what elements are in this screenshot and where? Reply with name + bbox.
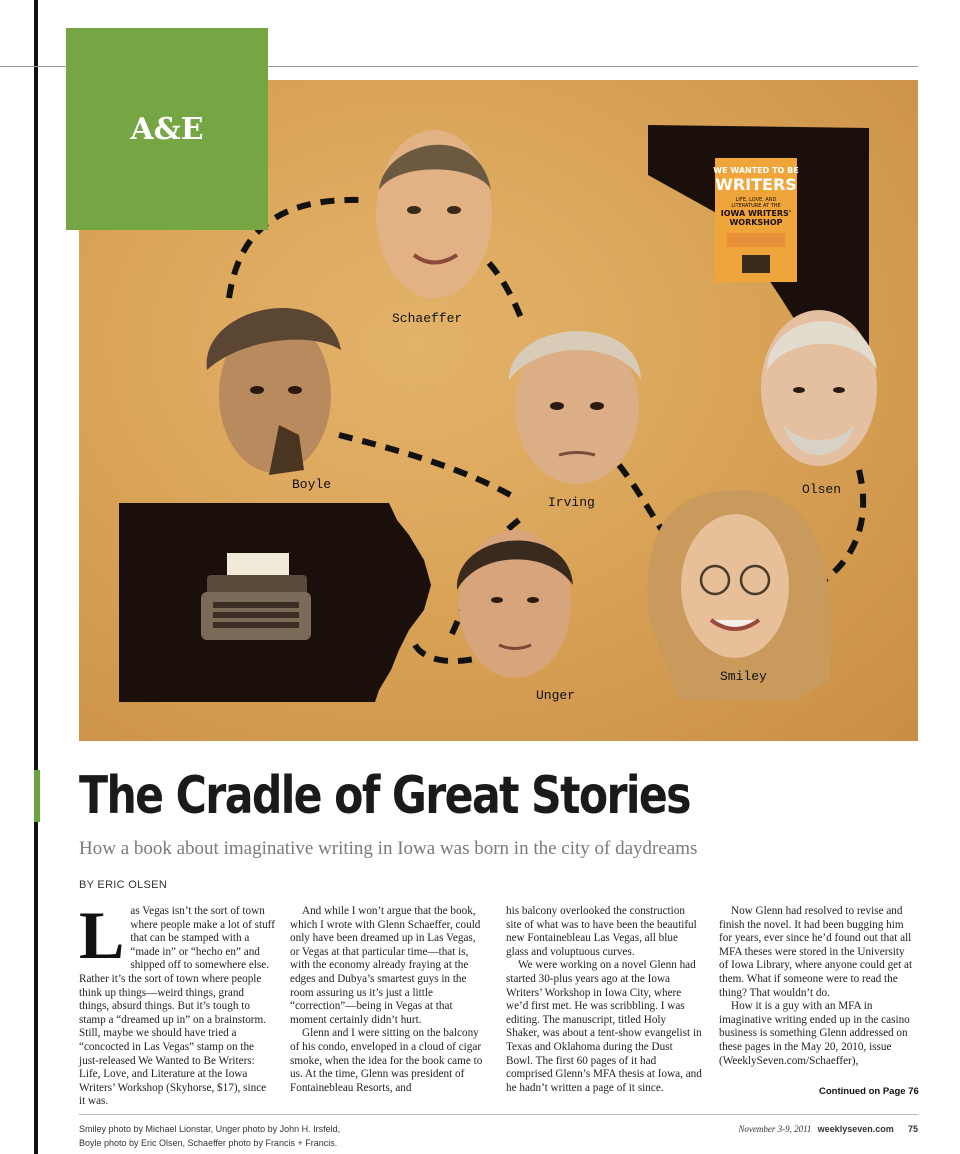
portrait-irving — [509, 331, 641, 484]
book-title-line2: WRITERS — [715, 175, 797, 194]
label-irving: Irving — [548, 495, 595, 510]
subhead: How a book about imaginative writing in Iowa was born in the city of daydreams — [79, 838, 698, 859]
credit-line: Smiley photo by Michael Lionstar, Unger photo by John H. Irsfeld, — [79, 1124, 341, 1134]
article-column-3 — [506, 905, 702, 1095]
portrait-olsen — [761, 310, 877, 466]
label-olsen: Olsen — [802, 482, 842, 497]
site-link[interactable]: weeklyseven.com — [817, 1124, 894, 1134]
section-tag — [66, 28, 268, 230]
book-subtitle-line2: LITERATURE AT THE — [731, 203, 781, 209]
paragraph-text: as Vegas isn’t the sort of town where people make a lot of stuff that can be stamped with a “made in” or “hecho en” and shipped off to somewhere else. Rather it’s the sort of town where people think up things—weird things, grand things, absurd things. But it’s tough to stamp a “dreamed up in” on a brainstorm. Still, maybe we should have tried a “concocted in Las Vegas” stamp on the just-released We Wanted to Be Writers: Life, Love, and Literature at the Iowa Writers’ Workshop (Skyhorse, $17), since it was. — [79, 905, 275, 1108]
book-subtitle-line4: WORKSHOP — [729, 218, 783, 227]
paragraph: his balcony overlooked the construction site of what was to have been the beautiful new Fontainebleau Las Vegas, all blue glass and voluptuous curves. — [506, 905, 697, 958]
book-cover — [713, 158, 798, 282]
book-subtitle-line1: LIFE, LOVE, AND — [735, 197, 777, 203]
article-column-4 — [719, 905, 915, 1068]
article-column-2 — [290, 905, 486, 1095]
label-schaeffer: Schaeffer — [392, 311, 463, 326]
byline: BY ERIC OLSEN — [79, 879, 168, 891]
portrait-unger — [457, 530, 573, 678]
paragraph: How it is a guy with an MFA in imaginative writing ended up in the casino business is something Glenn addressed on these pages in the May 20, 2010, issue (WeeklySeven.com/Schaeffer), — [719, 1000, 910, 1067]
paragraph: Glenn and I were sitting on the balcony of his condo, enveloped in a cloud of cigar smoke, when the idea for the book came to us. At the time, Glenn was president of Fontainebleau Resorts, and — [290, 1027, 483, 1094]
book-title-line1: WE WANTED TO BE — [713, 166, 799, 175]
bottom-rule — [79, 1114, 918, 1115]
issue-date: November 3-9, 2011 — [738, 1124, 812, 1134]
section-label: A&E — [130, 111, 204, 147]
photo-credits — [79, 1122, 340, 1150]
label-unger: Unger — [536, 688, 576, 703]
spine-accent — [34, 770, 40, 822]
portrait-boyle — [207, 308, 341, 475]
drop-cap: L — [79, 897, 125, 973]
article-column-1 — [79, 897, 275, 1109]
paragraph — [79, 897, 275, 1109]
label-boyle: Boyle — [292, 477, 332, 492]
continued-link[interactable]: Continued on Page 76 — [819, 1086, 919, 1097]
book-subtitle-line3: IOWA WRITERS' — [720, 209, 792, 218]
portrait-schaeffer — [376, 130, 492, 298]
page-spine — [34, 0, 38, 1154]
paragraph: We were working on a novel Glenn had started 30-plus years ago at the Iowa Writers’ Workshop in Iowa City, where we’d first met. He was scribbling. I was editing. The manuscript, titled Holy Shaker, was about a tent-show evangelist in Texas and Oklahoma during the Dust Bowl. The first 60 pages of it had comprised Glenn’s MFA thesis at Iowa, and he hadn’t written a page of it since. — [506, 959, 702, 1094]
credit-line: Boyle photo by Eric Olsen, Schaeffer photo by Francis + Francis. — [79, 1138, 338, 1148]
label-smiley: Smiley — [720, 669, 767, 684]
paragraph: Now Glenn had resolved to revise and finish the novel. It had been bugging him for years, ever since he’d found out that all MFA theses were stored in the University of Iowa Library, where anyone could get at them. What if someone were to read the thing? That wouldn’t do. — [719, 905, 913, 999]
page-number: 75 — [907, 1124, 918, 1134]
page-footer — [738, 1124, 918, 1134]
paragraph: And while I won’t argue that the book, which I wrote with Glenn Schaeffer, could only have been dreamed up in Las Vegas, or Vegas at that particular time—that is, with the economy already fraying at the edges and Dubya’s smartest guys in the room assuring us it’s just a little “correction”—being in Vegas at that moment certainly didn’t hurt. — [290, 905, 481, 1026]
headline: The Cradle of Great Stories — [79, 766, 690, 826]
